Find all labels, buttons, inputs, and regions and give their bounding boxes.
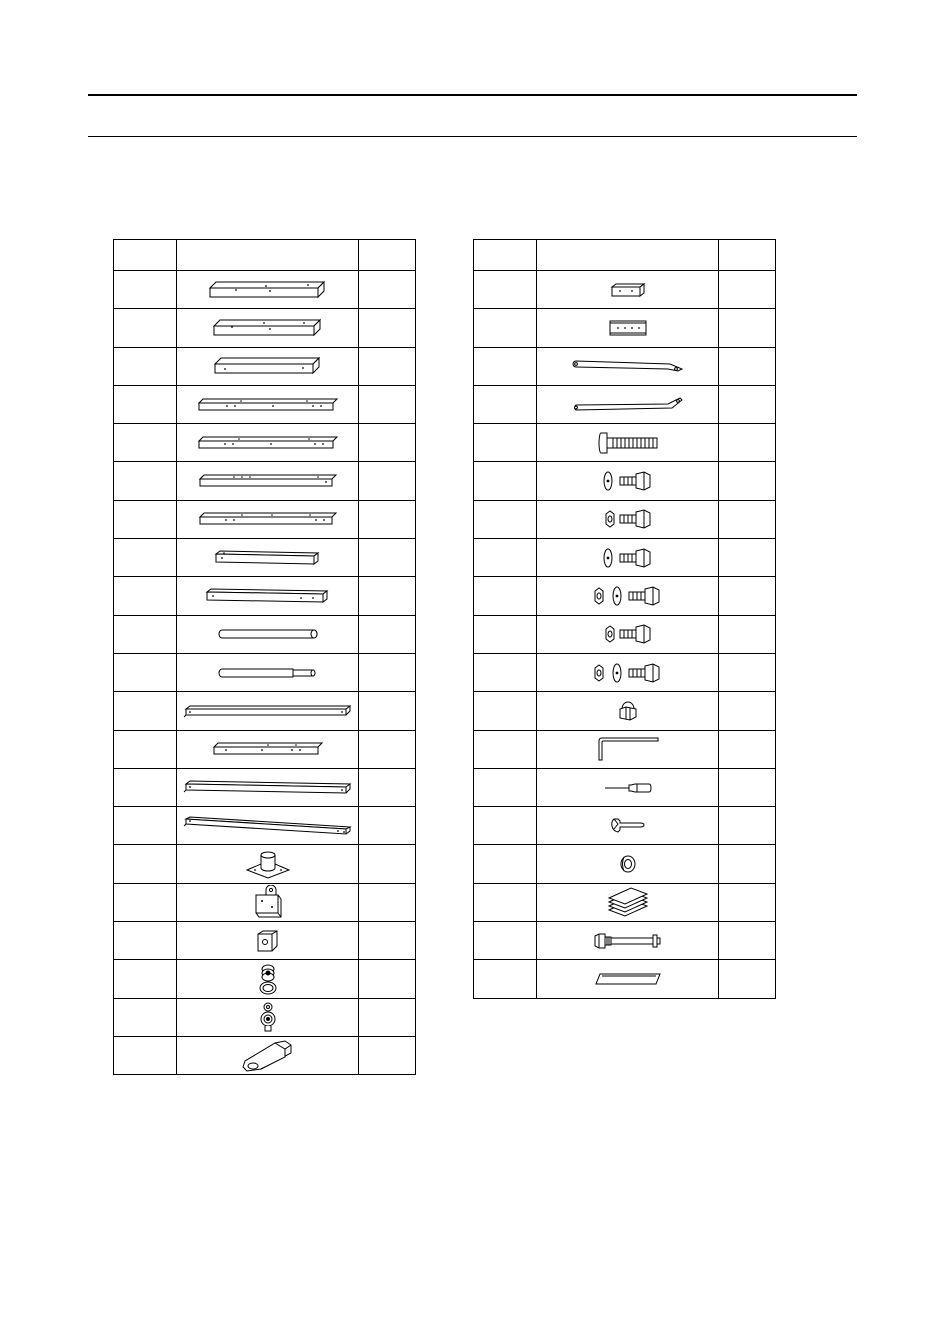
- part-picture-cell: [537, 271, 719, 309]
- u-bracket-icon: [255, 928, 281, 954]
- part-qty-cell: [719, 271, 776, 309]
- part-number-cell: [114, 462, 177, 500]
- table-row: [474, 960, 776, 998]
- table-row: [114, 845, 416, 883]
- part-picture-cell: [537, 845, 719, 883]
- part-number-cell: [474, 500, 537, 538]
- table-row: [114, 960, 416, 998]
- square-tube-long-icon: [212, 318, 324, 338]
- part-number-cell: [114, 653, 177, 691]
- part-qty-cell: [719, 424, 776, 462]
- part-qty-cell: [359, 998, 416, 1036]
- part-qty-cell: [359, 730, 416, 768]
- table-row: [114, 768, 416, 806]
- part-number-cell: [474, 653, 537, 691]
- part-number-cell: [474, 424, 537, 462]
- part-qty-cell: [359, 653, 416, 691]
- table-row: [114, 500, 416, 538]
- part-picture-cell: [177, 768, 359, 806]
- part-qty-cell: [359, 577, 416, 615]
- table-row: [114, 922, 416, 960]
- table-row: [474, 271, 776, 309]
- part-qty-cell: [719, 500, 776, 538]
- foam-pads-icon: [605, 886, 651, 918]
- part-number-cell: [474, 883, 537, 921]
- table-row: [114, 309, 416, 347]
- part-picture-cell: [537, 807, 719, 845]
- part-number-cell: [114, 1036, 177, 1074]
- allen-key-icon: [596, 736, 660, 762]
- part-number-cell: [474, 462, 537, 500]
- table-row: [474, 577, 776, 615]
- part-number-cell: [474, 385, 537, 423]
- part-number-cell: [474, 768, 537, 806]
- header-rule-top: [88, 94, 857, 96]
- header-cell-no: [114, 240, 177, 271]
- part-qty-cell: [359, 883, 416, 921]
- parts-table-right: [473, 239, 776, 999]
- part-qty-cell: [359, 385, 416, 423]
- part-number-cell: [114, 615, 177, 653]
- part-number-cell: [114, 922, 177, 960]
- part-number-cell: [114, 385, 177, 423]
- axle-bolt-icon: [593, 931, 663, 951]
- part-qty-cell: [719, 807, 776, 845]
- part-qty-cell: [359, 922, 416, 960]
- part-picture-cell: [177, 730, 359, 768]
- part-picture-cell: [177, 500, 359, 538]
- table-row: [114, 1036, 416, 1074]
- part-qty-cell: [719, 309, 776, 347]
- part-picture-cell: [177, 347, 359, 385]
- table-row: [114, 539, 416, 577]
- table-row: [474, 692, 776, 730]
- part-picture-cell: [177, 462, 359, 500]
- part-picture-cell: [537, 615, 719, 653]
- parts-table-left: [113, 239, 416, 1075]
- part-qty-cell: [359, 271, 416, 309]
- part-picture-cell: [537, 424, 719, 462]
- part-number-cell: [114, 768, 177, 806]
- bolt-washer-set-icon: [602, 546, 654, 570]
- part-number-cell: [474, 922, 537, 960]
- part-qty-cell: [359, 615, 416, 653]
- header-cell-qty: [719, 240, 776, 271]
- part-qty-cell: [359, 500, 416, 538]
- square-tube-medium-icon: [213, 356, 323, 376]
- spacer-icon: [618, 854, 638, 874]
- long-flat-bar-icon: [182, 779, 354, 797]
- part-number-cell: [474, 539, 537, 577]
- base-plate-socket-icon: [243, 849, 293, 879]
- part-qty-cell: [719, 462, 776, 500]
- part-picture-cell: [177, 692, 359, 730]
- part-qty-cell: [359, 1036, 416, 1074]
- part-qty-cell: [719, 768, 776, 806]
- part-number-cell: [474, 730, 537, 768]
- part-number-cell: [114, 998, 177, 1036]
- part-qty-cell: [359, 960, 416, 998]
- table-row: [114, 883, 416, 921]
- part-qty-cell: [719, 615, 776, 653]
- part-number-cell: [114, 539, 177, 577]
- part-number-cell: [114, 424, 177, 462]
- part-number-cell: [474, 845, 537, 883]
- part-number-cell: [474, 807, 537, 845]
- part-picture-cell: [177, 922, 359, 960]
- part-qty-cell: [359, 807, 416, 845]
- part-picture-cell: [537, 692, 719, 730]
- header-cell-qty: [359, 240, 416, 271]
- bolt-nut-set-icon: [602, 622, 654, 646]
- part-picture-cell: [177, 615, 359, 653]
- part-picture-cell: [177, 424, 359, 462]
- part-picture-cell: [537, 768, 719, 806]
- pedal-cover-icon: [241, 1039, 295, 1073]
- long-flat-bar-icon: [182, 703, 354, 719]
- table-row: [114, 615, 416, 653]
- angle-rail-short-icon: [212, 741, 324, 757]
- table-row: [474, 883, 776, 921]
- bolt-nut-washer-set-icon: [593, 661, 663, 685]
- bolt-nut-set-icon: [602, 507, 654, 531]
- square-tube-tapered-icon: [214, 549, 322, 567]
- part-picture-cell: [177, 271, 359, 309]
- part-number-cell: [474, 347, 537, 385]
- table-row: [114, 998, 416, 1036]
- table-row: [474, 615, 776, 653]
- part-picture-cell: [537, 653, 719, 691]
- part-number-cell: [114, 271, 177, 309]
- round-tube-stepped-icon: [217, 667, 319, 679]
- table-row: [474, 309, 776, 347]
- part-qty-cell: [719, 845, 776, 883]
- table-row: [114, 347, 416, 385]
- part-picture-cell: [537, 462, 719, 500]
- table-row: [474, 424, 776, 462]
- table-row: [474, 768, 776, 806]
- part-qty-cell: [719, 883, 776, 921]
- table-row: [114, 692, 416, 730]
- connector-sleeve-icon: [610, 282, 646, 298]
- table-row: [114, 807, 416, 845]
- bolt-nut-washer-set-icon: [593, 584, 663, 608]
- part-picture-cell: [177, 807, 359, 845]
- long-bolt-icon: [597, 431, 659, 455]
- part-qty-cell: [359, 462, 416, 500]
- part-qty-cell: [359, 768, 416, 806]
- part-picture-cell: [177, 309, 359, 347]
- table-row: [114, 271, 416, 309]
- table-row: [474, 730, 776, 768]
- part-qty-cell: [719, 577, 776, 615]
- round-tube-icon: [217, 628, 319, 640]
- part-qty-cell: [719, 539, 776, 577]
- flat-plate-icon: [608, 319, 648, 337]
- part-number-cell: [114, 500, 177, 538]
- part-qty-cell: [359, 845, 416, 883]
- bolt-washer-set-icon: [602, 469, 654, 493]
- table-header-row: [474, 240, 776, 271]
- part-picture-cell: [177, 539, 359, 577]
- part-qty-cell: [359, 424, 416, 462]
- part-qty-cell: [359, 692, 416, 730]
- part-picture-cell: [177, 653, 359, 691]
- table-row: [114, 385, 416, 423]
- part-qty-cell: [719, 960, 776, 998]
- table-row: [474, 462, 776, 500]
- part-number-cell: [114, 845, 177, 883]
- header-cell-picture: [537, 240, 719, 271]
- part-number-cell: [114, 309, 177, 347]
- table-row: [114, 730, 416, 768]
- table-row: [474, 539, 776, 577]
- table-header-row: [114, 240, 416, 271]
- table-row: [474, 347, 776, 385]
- part-picture-cell: [177, 385, 359, 423]
- part-picture-cell: [537, 539, 719, 577]
- part-qty-cell: [719, 922, 776, 960]
- angle-rail-drilled-icon: [198, 473, 338, 489]
- part-qty-cell: [719, 692, 776, 730]
- table-row: [114, 462, 416, 500]
- part-picture-cell: [537, 960, 719, 998]
- square-tube-tapered-icon: [205, 587, 331, 605]
- table-row: [474, 653, 776, 691]
- spring-hook-icon: [256, 962, 280, 996]
- part-number-cell: [114, 730, 177, 768]
- part-picture-cell: [537, 500, 719, 538]
- part-number-cell: [114, 692, 177, 730]
- part-picture-cell: [537, 922, 719, 960]
- header-rule-bottom: [88, 136, 857, 137]
- table-row: [474, 922, 776, 960]
- table-row: [474, 807, 776, 845]
- part-number-cell: [474, 692, 537, 730]
- part-number-cell: [474, 960, 537, 998]
- angle-rail-drilled-icon: [198, 511, 338, 527]
- header-cell-no: [474, 240, 537, 271]
- screwdriver-icon: [603, 782, 653, 794]
- part-number-cell: [114, 347, 177, 385]
- part-qty-cell: [719, 730, 776, 768]
- part-picture-cell: [537, 385, 719, 423]
- wrench-icon: [610, 816, 646, 836]
- part-number-cell: [114, 960, 177, 998]
- table-row: [474, 385, 776, 423]
- part-picture-cell: [177, 1036, 359, 1074]
- part-qty-cell: [359, 347, 416, 385]
- table-row: [114, 577, 416, 615]
- part-qty-cell: [719, 385, 776, 423]
- table-row: [474, 845, 776, 883]
- part-number-cell: [474, 577, 537, 615]
- link-arm-icon: [570, 358, 686, 374]
- square-tube-long-icon: [208, 280, 328, 300]
- angle-rail-drilled-icon: [197, 435, 339, 451]
- part-qty-cell: [359, 539, 416, 577]
- tape-strip-icon: [594, 972, 662, 986]
- part-picture-cell: [537, 883, 719, 921]
- part-picture-cell: [537, 577, 719, 615]
- long-flat-bar-icon: [182, 815, 354, 837]
- part-number-cell: [474, 309, 537, 347]
- pulley-hook-icon: [257, 1001, 279, 1033]
- link-arm-icon: [570, 396, 686, 414]
- part-number-cell: [114, 883, 177, 921]
- table-row: [114, 653, 416, 691]
- part-picture-cell: [177, 845, 359, 883]
- part-picture-cell: [177, 998, 359, 1036]
- part-picture-cell: [177, 960, 359, 998]
- table-row: [474, 500, 776, 538]
- part-picture-cell: [537, 309, 719, 347]
- part-number-cell: [474, 615, 537, 653]
- angle-rail-drilled-icon: [197, 397, 339, 413]
- table-row: [114, 424, 416, 462]
- mounting-bracket-icon: [252, 885, 284, 919]
- cap-nut-icon: [616, 699, 640, 723]
- header-cell-picture: [177, 240, 359, 271]
- part-picture-cell: [537, 730, 719, 768]
- part-qty-cell: [719, 653, 776, 691]
- part-picture-cell: [537, 347, 719, 385]
- part-picture-cell: [177, 577, 359, 615]
- part-number-cell: [114, 577, 177, 615]
- part-qty-cell: [359, 309, 416, 347]
- part-number-cell: [474, 271, 537, 309]
- part-number-cell: [114, 807, 177, 845]
- part-qty-cell: [719, 347, 776, 385]
- part-picture-cell: [177, 883, 359, 921]
